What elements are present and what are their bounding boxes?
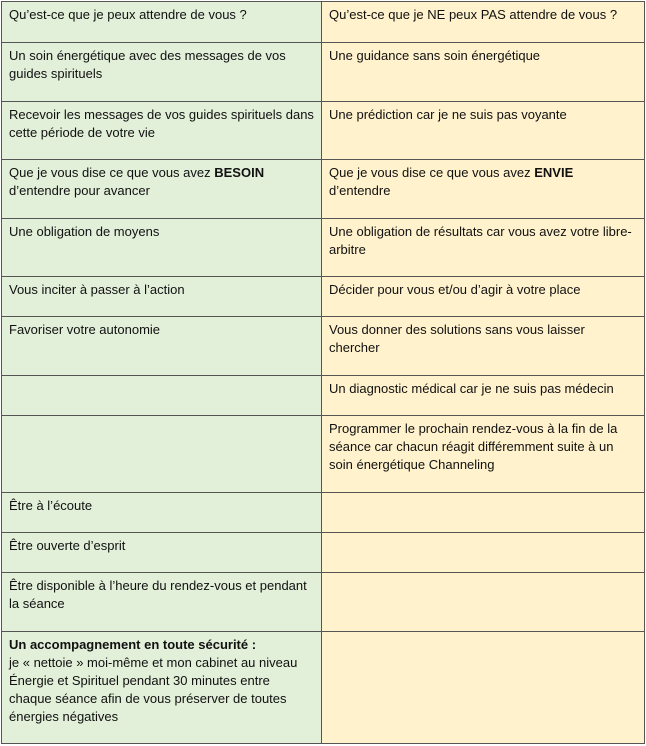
emphasis-besoin: BESOIN (214, 165, 265, 180)
header-cannot-expect: Qu’est-ce que je NE peux PAS attendre de vous ? (322, 2, 645, 43)
table-row (2, 277, 645, 317)
cell-cannot-expect (322, 533, 645, 573)
expectations-table (1, 1, 645, 744)
table-row (2, 219, 645, 277)
cell-can-expect: Favoriser votre autonomie (2, 317, 322, 376)
table-row (2, 632, 645, 744)
cell-cannot-expect (322, 573, 645, 632)
table-row (2, 533, 645, 573)
table-row (2, 573, 645, 632)
table-header (2, 2, 645, 43)
cell-cannot-expect (322, 493, 645, 533)
cell-can-expect: Une obligation de moyens (2, 219, 322, 277)
cell-can-expect (2, 376, 322, 416)
cell-can-expect: Être disponible à l’heure du rendez-vous et pendant la séance (2, 573, 322, 632)
cell-cannot-expect: Décider pour vous et/ou d’agir à votre place (322, 277, 645, 317)
header-can-expect: Qu’est-ce que je peux attendre de vous ? (2, 2, 322, 43)
cell-cannot-expect: Un diagnostic médical car je ne suis pas médecin (322, 376, 645, 416)
cell-text: d’entendre (329, 183, 391, 198)
table-body (2, 43, 645, 744)
table-row (2, 102, 645, 160)
safety-heading: Un accompagnement en toute sécurité : (9, 637, 257, 652)
cell-can-expect: Être ouverte d’esprit (2, 533, 322, 573)
cell-can-expect (2, 416, 322, 493)
table-row (2, 416, 645, 493)
cell-cannot-expect (322, 632, 645, 744)
cell-text: Que je vous dise ce que vous avez (9, 165, 215, 180)
cell-cannot-expect: Une prédiction car je ne suis pas voyante (322, 102, 645, 160)
table-row (2, 493, 645, 533)
cell-cannot-expect (322, 160, 645, 219)
table-row (2, 43, 645, 102)
table-row (2, 160, 645, 219)
cell-can-expect: Être à l’écoute (2, 493, 322, 533)
header-row (2, 2, 645, 43)
cell-can-expect (2, 160, 322, 219)
cell-can-expect: Vous inciter à passer à l’action (2, 277, 322, 317)
cell-cannot-expect: Une obligation de résultats car vous avez votre libre-arbitre (322, 219, 645, 277)
cell-can-expect: Recevoir les messages de vos guides spirituels dans cette période de votre vie (2, 102, 322, 160)
cell-text: d’entendre pour avancer (9, 183, 150, 198)
cell-can-expect (2, 632, 322, 744)
cell-cannot-expect: Vous donner des solutions sans vous laisser chercher (322, 317, 645, 376)
table-row (2, 376, 645, 416)
table-row (2, 317, 645, 376)
cell-text: Que je vous dise ce que vous avez (329, 165, 535, 180)
cell-cannot-expect: Programmer le prochain rendez-vous à la fin de la séance car chacun réagit différemment suite à un soin énergétique Channeling (322, 416, 645, 493)
emphasis-envie: ENVIE (534, 165, 574, 180)
cell-can-expect: Un soin énergétique avec des messages de vos guides spirituels (2, 43, 322, 102)
cell-cannot-expect: Une guidance sans soin énergétique (322, 43, 645, 102)
safety-description: je « nettoie » moi-même et mon cabinet au niveau Énergie et Spirituel pendant 30 minutes entre chaque séance afin de vous préserver de toutes énergies négatives (9, 655, 298, 724)
